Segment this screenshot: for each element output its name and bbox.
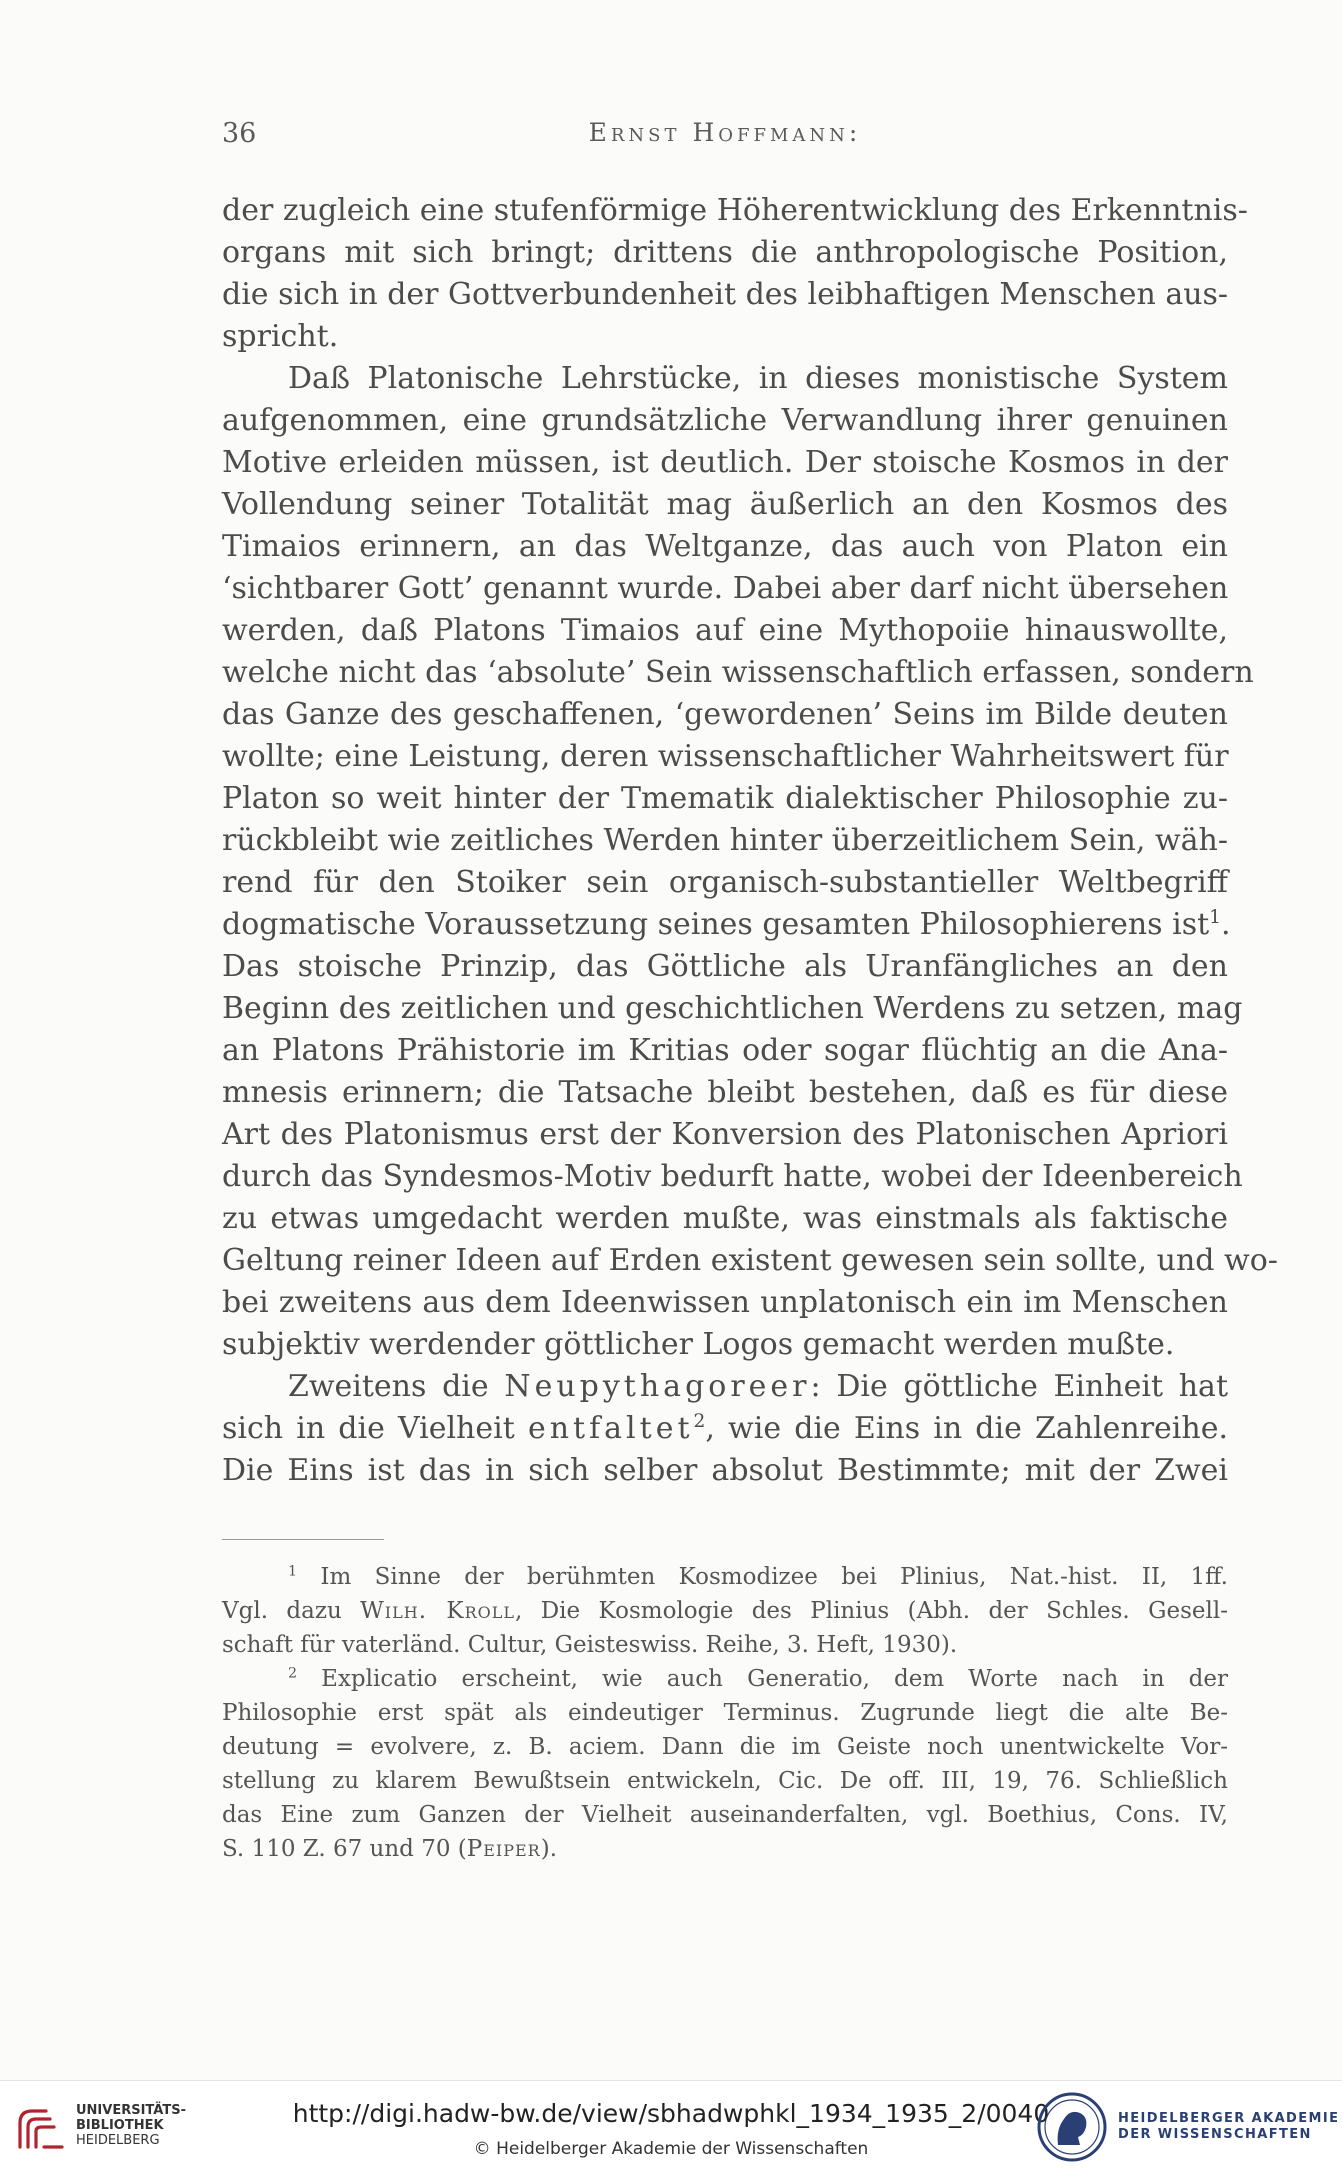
footnote-line: das Eine zum Ganzen der Vielheit auseinanderfalten, vgl. Boethius, Cons. IV, — [222, 1802, 1228, 1828]
text-line — [222, 904, 1231, 946]
text-line: rend für den Stoiker sein organisch-substantieller Weltbegriff — [222, 865, 1228, 900]
library-name-line: UNIVERSITÄTS- — [76, 2103, 186, 2118]
text-line-content: dogmatische Voraussetzung seines gesamten Philosophierens ist — [222, 907, 1210, 942]
text-line: das Ganze des geschaffenen, ‘gewordenen’ Seins im Bilde deuten — [222, 697, 1228, 732]
text-line: der zugleich eine stufenförmige Höherentwicklung des Erkenntnis- — [222, 193, 1248, 228]
text-line: ‘sichtbarer Gott’ genannt wurde. Dabei aber darf nicht übersehen — [222, 571, 1229, 606]
copyright: © Heidelberger Akademie der Wissenschaften — [473, 2139, 869, 2159]
author-name: Wilh. Kroll — [360, 1598, 516, 1624]
footnote-text: ). — [540, 1836, 558, 1862]
text-line: Timaios erinnern, an das Weltganze, das auch von Platon ein — [222, 529, 1228, 564]
footnote-line: schaft für vaterländ. Cultur, Geisteswiss. Reihe, 3. Heft, 1930). — [222, 1632, 958, 1658]
footnote-line — [222, 1560, 1228, 1594]
academy-seal-icon — [1036, 2091, 1108, 2163]
text-line: Beginn des zeitlichen und geschichtlichen Werdens zu setzen, mag — [222, 991, 1243, 1026]
footnote-marker: 2 — [693, 1411, 706, 1432]
library-name-line: BIBLIOTHEK — [76, 2118, 164, 2133]
text-fragment: sich in die Vielheit — [222, 1411, 515, 1446]
text-line: Die Eins ist das in sich selber absolut Bestimmte; mit der Zwei — [222, 1453, 1228, 1488]
text-line: Daß Platonische Lehrstücke, in dieses monistische System — [288, 361, 1228, 396]
text-line — [222, 1366, 1228, 1408]
footnote-line: stellung zu klarem Bewußtsein entwickeln, Cic. De off. III, 19, 76. Schließlich — [222, 1768, 1228, 1794]
text-line: durch das Syndesmos-Motiv bedurft hatte, wobei der Ideenbereich — [222, 1159, 1243, 1194]
text-line: aufgenommen, eine grundsätzliche Verwandlung ihrer genuinen — [222, 403, 1228, 438]
text-line: die sich in der Gottverbundenheit des leibhaftigen Menschen aus- — [222, 277, 1229, 312]
running-title: Ernst Hoffmann: — [588, 118, 862, 147]
text-line: werden, daß Platons Timaios auf eine Mythopoiie hinauswollte, — [222, 613, 1228, 648]
footnote-text: Im Sinne der berühmten Kosmodizee bei Plinius, Nat.-hist. II, 1ff. — [320, 1564, 1228, 1590]
text-fragment: , wie die Eins in die Zahlenreihe. — [705, 1411, 1228, 1446]
text-line: Platon so weit hinter der Tmematik dialektischer Philosophie zu- — [222, 781, 1228, 816]
text-line: organs mit sich bringt; drittens die anthropologische Position, — [222, 235, 1228, 270]
academy-name-line: HEIDELBERGER AKADEMIE — [1118, 2111, 1340, 2126]
text-line: spricht. — [222, 319, 339, 354]
footnote-line: Philosophie erst spät als eindeutiger Terminus. Zugrunde liegt die alte Be- — [222, 1700, 1228, 1726]
text-line: Geltung reiner Ideen auf Erden existent gewesen sein sollte, und wo- — [222, 1243, 1278, 1278]
permalink[interactable]: http://digi.hadw-bw.de/view/sbhadwphkl_1934_1935_2/0040 — [292, 2099, 1050, 2128]
text-fragment: Zweitens die — [288, 1369, 489, 1404]
footnote-text: S. 110 Z. 67 und 70 ( — [222, 1836, 467, 1862]
text-line: Vollendung seiner Totalität mag äußerlich an den Kosmos des — [222, 487, 1228, 522]
footnote-text: , Die Kosmologie des Plinius (Abh. der Schles. Gesell- — [515, 1598, 1228, 1624]
text-line: subjektiv werdender göttlicher Logos gemacht werden mußte. — [222, 1327, 1175, 1362]
text-line: Art des Platonismus erst der Konversion des Platonischen Apriori — [222, 1117, 1228, 1152]
text-line: mnesis erinnern; die Tatsache bleibt bestehen, daß es für diese — [222, 1075, 1228, 1110]
spaced-term: entfaltet — [527, 1411, 694, 1446]
footnote-line — [222, 1594, 1228, 1628]
text-line: wollte; eine Leistung, deren wissenschaftlicher Wahrheitswert für — [222, 739, 1229, 774]
footnote-line — [222, 1662, 1228, 1696]
page-header — [222, 118, 1228, 158]
text-line: bei zweitens aus dem Ideenwissen unplatonisch ein im Menschen — [222, 1285, 1228, 1320]
viewer-footer — [0, 2080, 1342, 2175]
text-line: zu etwas umgedacht werden mußte, was einstmals als faktische — [222, 1201, 1228, 1236]
text-line: rückbleibt wie zeitliches Werden hinter überzeitlichem Sein, wäh- — [222, 823, 1228, 858]
text-line: welche nicht das ‘absolute’ Sein wissenschaftlich erfassen, sondern — [222, 655, 1254, 690]
academy-name — [1118, 2111, 1339, 2143]
footnote-rule — [222, 1539, 384, 1540]
author-name: Peiper — [466, 1836, 541, 1862]
footnote-line — [222, 1832, 1228, 1866]
text-line — [222, 1408, 1228, 1450]
footnotes — [222, 1560, 1228, 1866]
text-line-punct: . — [1221, 907, 1231, 942]
footnote-text: Vgl. dazu — [222, 1598, 342, 1624]
footnote-number: 2 — [288, 1665, 298, 1682]
text-line: Motive erleiden müssen, ist deutlich. Der stoische Kosmos in der — [222, 445, 1228, 480]
text-fragment: : Die göttliche Einheit hat — [810, 1369, 1228, 1404]
footnote-text: Explicatio erscheint, wie auch Generatio, dem Worte nach in der — [321, 1666, 1229, 1692]
text-line: an Platons Prähistorie im Kritias oder sogar flüchtig an die Ana- — [222, 1033, 1228, 1068]
main-text — [222, 190, 1278, 1492]
footnote-line: deutung = evolvere, z. B. aciem. Dann die im Geiste noch unentwickelte Vor- — [222, 1734, 1228, 1760]
library-name-line: HEIDELBERG — [76, 2133, 160, 2148]
text-line: Das stoische Prinzip, das Göttliche als Uranfängliches an den — [222, 949, 1228, 984]
footnote-number: 1 — [288, 1563, 298, 1580]
academy-name-line: DER WISSENSCHAFTEN — [1118, 2127, 1312, 2142]
spaced-term: Neupythagoreer — [504, 1369, 811, 1404]
footnote-marker: 1 — [1209, 907, 1222, 928]
page-number: 36 — [222, 118, 257, 149]
